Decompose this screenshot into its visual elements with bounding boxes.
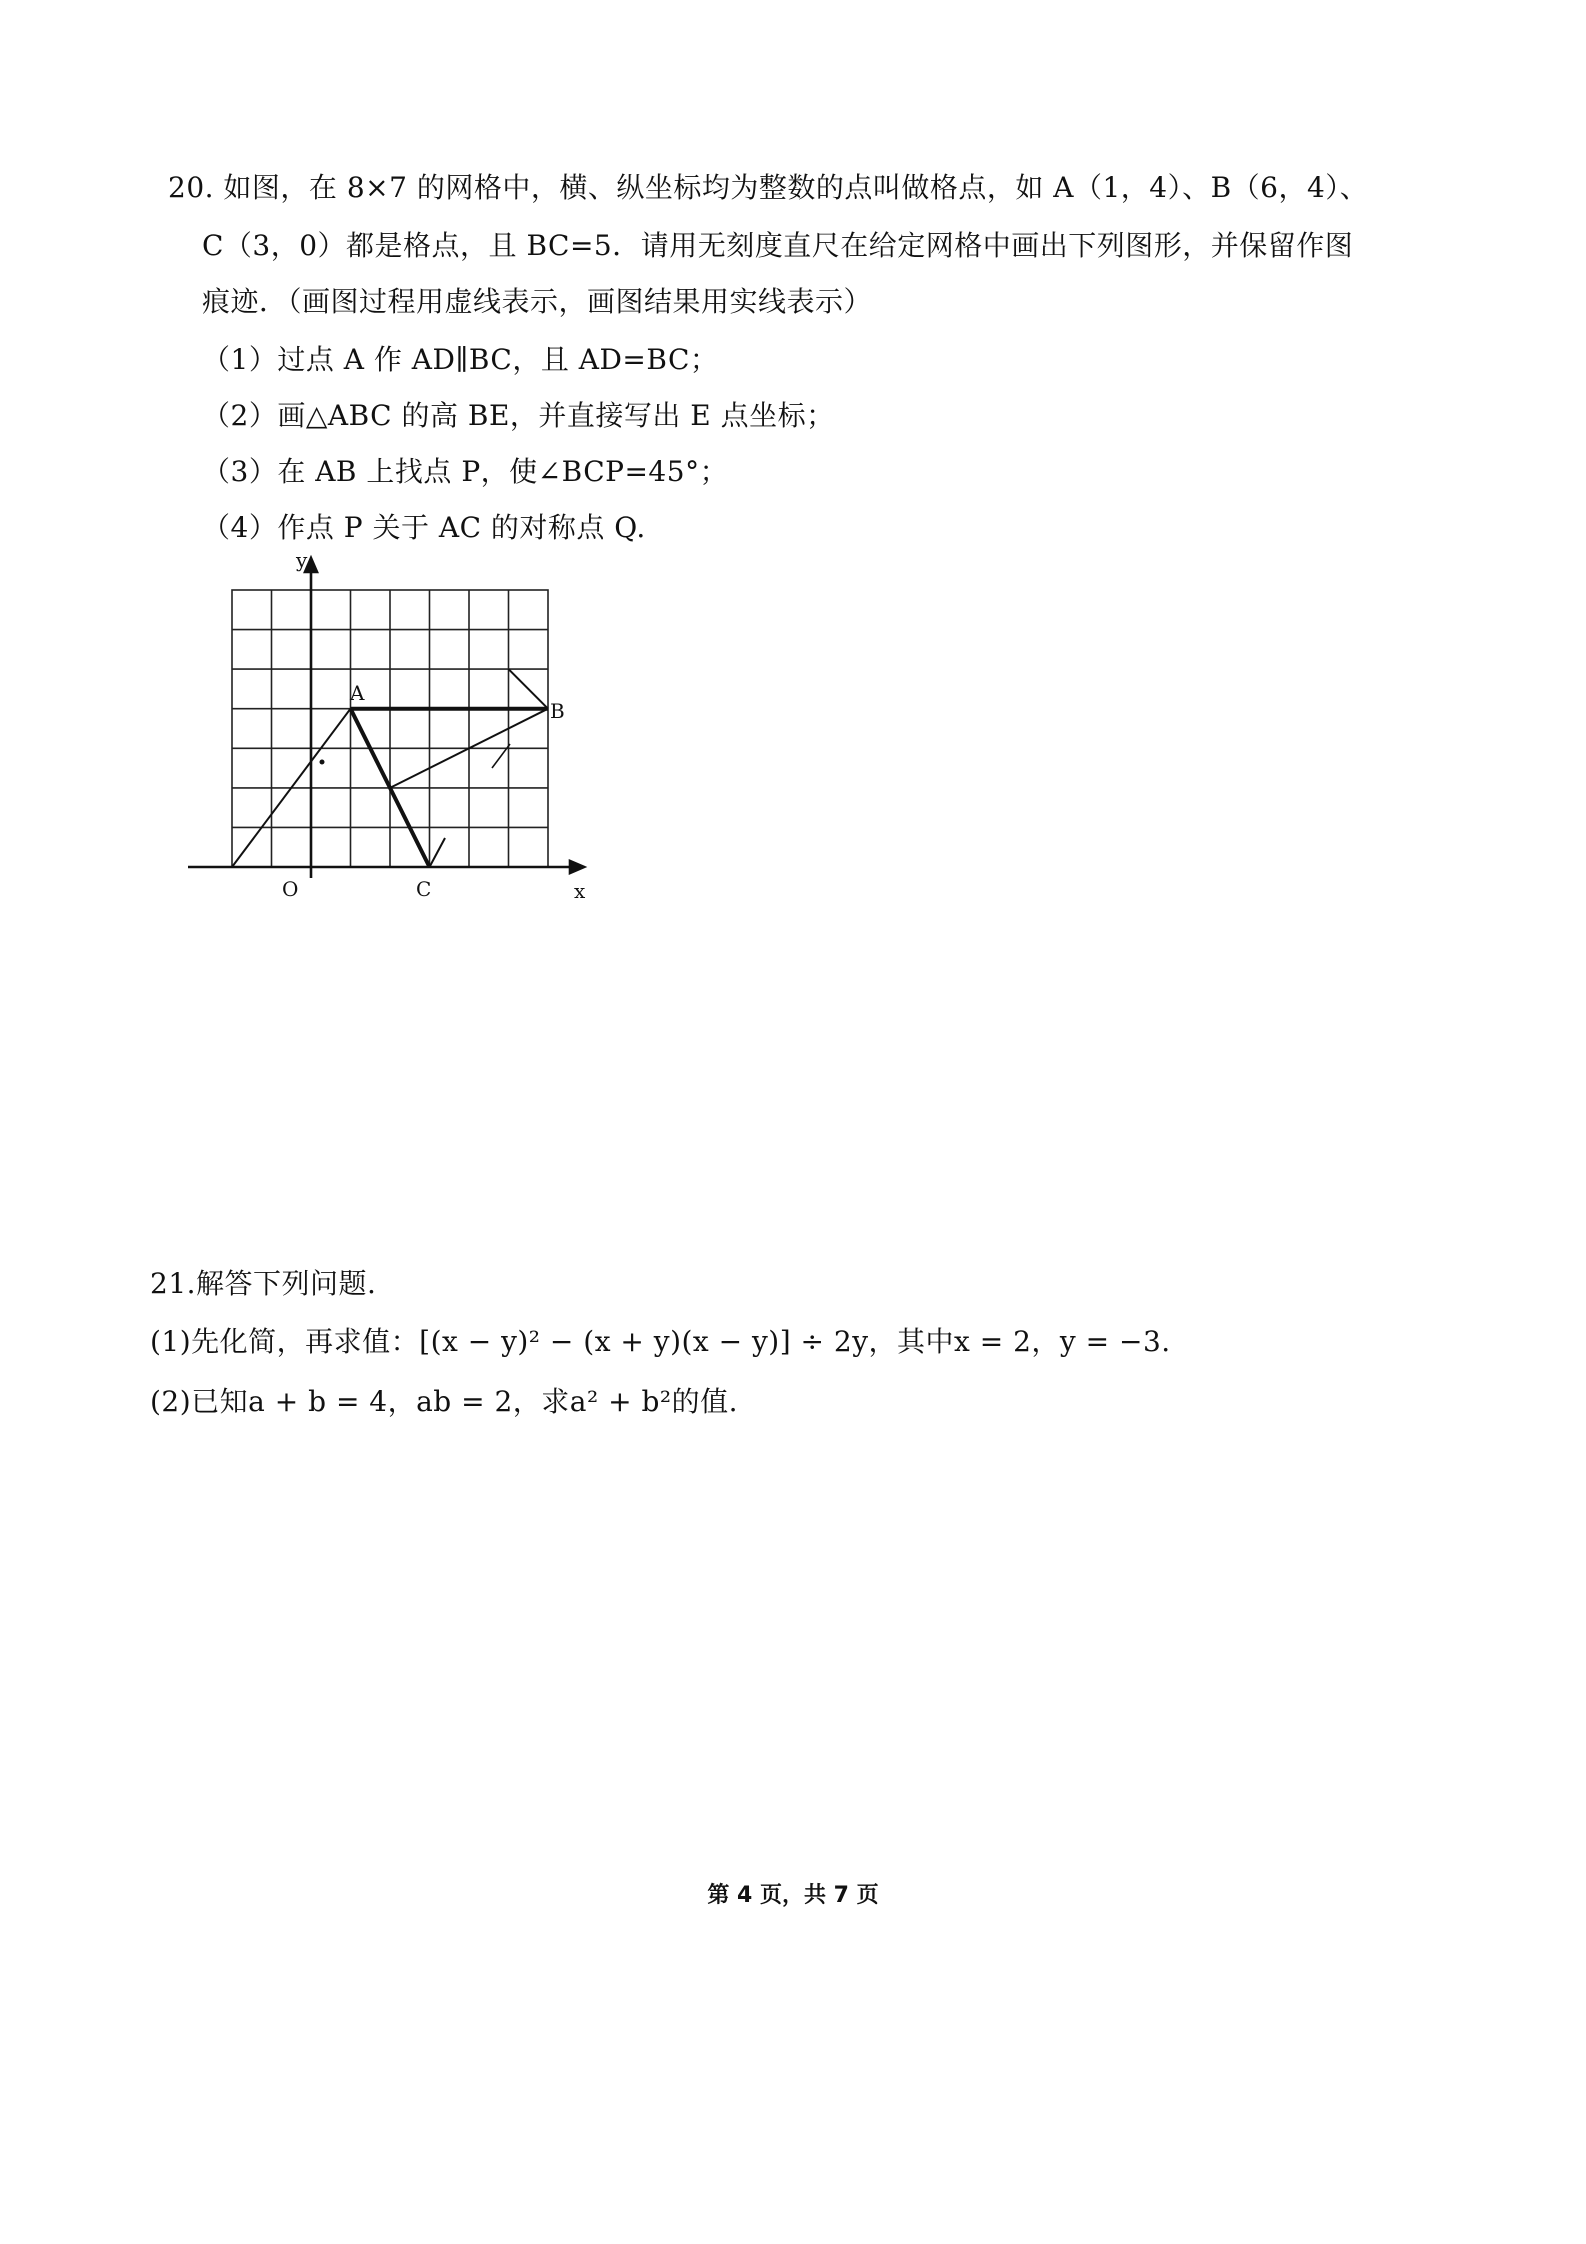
q20-line-1: 20. 如图，在 8×7 的网格中，横、纵坐标均为整数的点叫做格点，如 A（1，4）、B（6，4）、	[168, 171, 1369, 204]
q20-item-2: （2）画△ABC 的高 BE，并直接写出 E 点坐标；	[202, 399, 835, 432]
construction-line-3	[509, 669, 549, 709]
small-dot-mark	[320, 760, 325, 765]
point-B-label: B	[550, 699, 565, 723]
origin-label: O	[282, 877, 299, 901]
q21-title: 21.解答下列问题.	[150, 1267, 377, 1300]
q21-part-2: (2)已知a + b = 4，ab = 2，求a² + b²的值.	[150, 1385, 739, 1418]
axes	[188, 558, 584, 878]
point-A-label: A	[350, 681, 365, 705]
q20-item-4: （4）作点 P 关于 AC 的对称点 Q.	[202, 511, 646, 544]
grid-lines	[232, 590, 548, 867]
coordinate-grid-figure	[170, 548, 610, 918]
q21-part-1: (1)先化简，再求值：[(x − y)² − (x + y)(x − y)] ÷ 2y，其中x = 2，y = −3.	[150, 1325, 1171, 1358]
y-axis-label: y	[296, 548, 308, 572]
q20-item-3: （3）在 AB 上找点 P，使∠BCP=45°；	[202, 455, 729, 488]
x-axis-arrow	[570, 861, 584, 873]
page-footer: 第 4 页，共 7 页	[707, 1883, 879, 1908]
q20-item-1: （1）过点 A 作 AD∥BC，且 AD=BC；	[202, 343, 719, 376]
construction-line-4	[430, 838, 446, 867]
q20-line-2: C（3，0）都是格点，且 BC=5．请用无刻度直尺在给定网格中画出下列图形，并保留作图	[202, 229, 1354, 262]
point-C-label: C	[416, 877, 432, 901]
q20-line-3: 痕迹．（画图过程用虚线表示，画图结果用实线表示）	[202, 285, 873, 318]
x-axis-label: x	[574, 879, 586, 903]
